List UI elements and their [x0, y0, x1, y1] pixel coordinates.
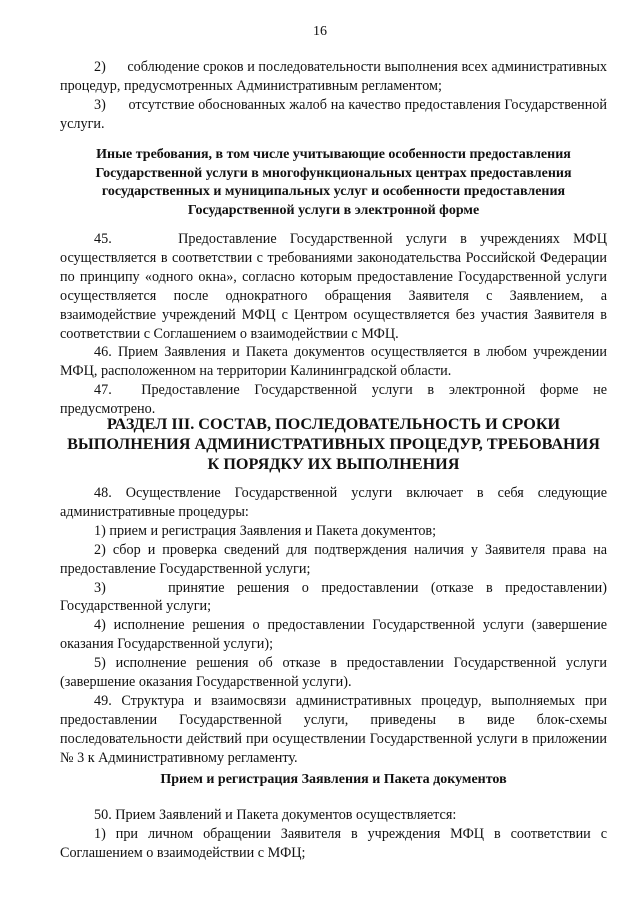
- list-item: 2) соблюдение сроков и последовательности выполнения всех административных процедур, предусмотренных Административным регламентом;: [60, 59, 607, 94]
- list-item: 1) при личном обращении Заявителя в учреждения МФЦ в соответствии с Соглашением о взаимодействии с МФЦ;: [60, 825, 607, 861]
- paragraph-49: 49. Структура и взаимосвязи административных процедур, выполняемых при предоставлении Государственной услуги, приведены в виде блок-схемы последовательности действий при осуществлении Государственной услуги в приложении № 3 к Административному регламенту.: [60, 692, 607, 766]
- list-item: 1) прием и регистрация Заявления и Пакета документов;: [94, 522, 437, 539]
- paragraph-48: 48. Осуществление Государственной услуги включает в себя следующие административные процедуры:: [60, 485, 607, 520]
- page-number: 16: [313, 24, 327, 39]
- list-item: 3) отсутствие обоснованных жалоб на качество предоставления Государственной услуги.: [60, 96, 607, 132]
- paragraphs-50: [60, 806, 607, 863]
- paragraph-47: 47. Предоставление Государственной услуги в электронной форме не предусмотрено.: [60, 382, 607, 418]
- heading-reception: [60, 771, 607, 790]
- list-item: 3) принятие решения о предоставлении (отказе в предоставлении) Государственной услуги;: [60, 579, 607, 615]
- heading-text: Прием и регистрация Заявления и Пакета документов: [160, 772, 507, 787]
- list-item: 4) исполнение решения о предоставлении Государственной услуги (завершение оказания Государственной услуги);: [60, 617, 607, 653]
- paragraphs-45-47: [60, 230, 607, 419]
- list-item: 2) сбор и проверка сведений для подтверждения наличия у Заявителя права на предоставление Государственной услуги;: [60, 541, 607, 577]
- list-item: 5) исполнение решения об отказе в предоставлении Государственной услуги (завершение оказания Государственной услуги).: [60, 655, 607, 691]
- criteria-list: [60, 58, 607, 134]
- paragraph-46: 46. Прием Заявления и Пакета документов осуществляется в любом учреждении МФЦ, расположенном на территории Калининградской области.: [60, 344, 607, 380]
- paragraphs-48-49: [60, 484, 607, 768]
- paragraph-45: 45. Предоставление Государственной услуги в учреждениях МФЦ осуществляется в соответствии с требованиями законодательства Российской Федерации по принципу «одного окна», согласно которым предоставление Государственной услуги осуществляется после однократного обращения Заявителя с Заявлением, а взаимодействие учреждений МФЦ с Центром осуществляется без участия Заявителя в соответствии с Соглашением о взаимодействии с МФЦ.: [60, 231, 607, 342]
- section-title: РАЗДЕЛ III. СОСТАВ, ПОСЛЕДОВАТЕЛЬНОСТЬ И СРОКИ ВЫПОЛНЕНИЯ АДМИНИСТРАТИВНЫХ ПРОЦЕДУР, ТРЕБОВАНИЯ К ПОРЯДКУ ИХ ВЫПОЛНЕНИЯ: [67, 415, 600, 473]
- section-heading: [60, 414, 607, 474]
- heading-other-requirements: [60, 146, 607, 220]
- heading-text: Иные требования, в том числе учитывающие особенности предоставления Государственной услуги в многофункциональных центрах предоставления государственных и муниципальных услуг и особенности предоставления Государственной услуги в электронной форме: [95, 147, 572, 218]
- paragraph-50: 50. Прием Заявлений и Пакета документов осуществляется:: [94, 807, 457, 823]
